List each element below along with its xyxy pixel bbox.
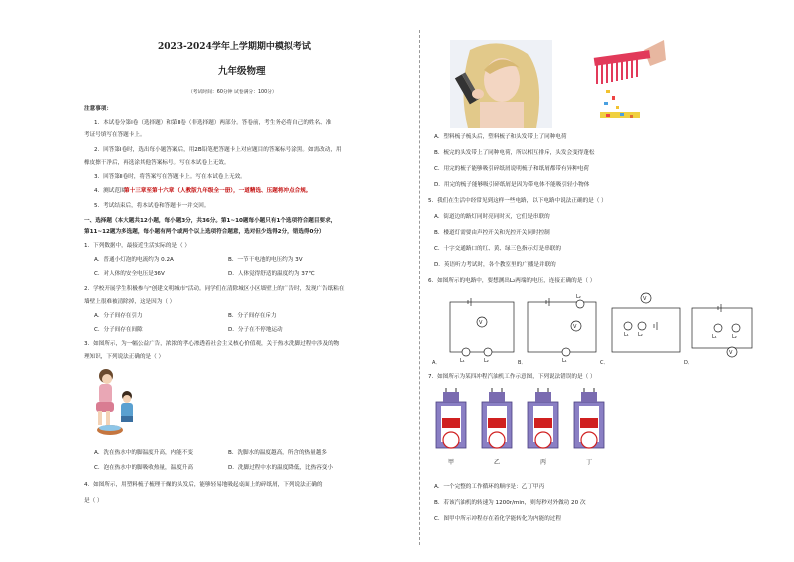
question-3: 3．如图所示，为一幅公益广告，浓浓的孝心渗透着社会主义核心价值观，关于热水洗脚过程中涉及的物 [84,341,340,347]
right-column [428,0,737,562]
option-2a: A．分子间存在引力 [94,313,143,319]
lamp-label: L₁ [624,332,629,338]
lamp-label: L₂ [638,332,643,338]
voltmeter-label: V [729,350,733,356]
lamp-label: L₂ [576,294,581,300]
option-7c: C．图甲中所示冲程存在着化学能转化为内能的过程 [434,516,561,522]
question-6: 6．如图所示的电路中，要想测出L₂两端的电压，连接正确的是（ ） [428,278,596,284]
column-divider [419,30,420,545]
note-line: 考证号填写在答题卡上。 [84,132,146,138]
exam-title: 2023-2024学年上学期期中模拟考试 [158,42,311,52]
option-3a: A．洗在热水中的脚温度升高，内能不变 [94,450,193,456]
circuit-diagrams [428,290,758,368]
question-4: 4．如图所示，用塑料梳子梳理干燥的头发后，能够轻易地吸起桌面上的碎纸屑，下列说法正确的 [84,482,323,488]
question-1: 1．下列数据中，最接近生活实际的是（ ） [84,243,191,249]
note-line: 5．考试结束后，将本试卷和答题卡一并交回。 [94,203,210,209]
note-line: 3．回答第Ⅱ卷时，将答案写在答题卡上。写在本试卷上无效。 [94,174,246,180]
option-1d: D．人体觉得舒适的温度约为 37℃ [228,271,315,277]
option-1a: A．普通小灯泡的电流约为 0.2A [94,257,174,263]
note-line: 1．本试卷分第Ⅰ卷（选择题）和第Ⅱ卷（非选择题）两部分。答卷前，考生务必将自己的姓名、准 [94,120,332,126]
voltmeter-label: V [479,320,483,326]
option-4a: A．塑料梳子梳头后，塑料梳子和头发带上了同种电荷 [434,134,567,140]
option-7b: B．若该汽油机的转速为 1200r/min，则每秒对外做功 20 次 [434,500,586,506]
lamp-label: L₂ [732,334,737,340]
option-3d: D．洗脚过程中水的温度降低，比热容变小 [228,465,333,471]
voltmeter-label: V [573,324,577,330]
option-2b: B．分子间存在斥力 [228,313,277,319]
left-column [80,0,410,562]
lamp-label: L₁ [562,358,567,364]
lamp-label: L₂ [484,358,489,364]
option-5a: A．街道边的路灯同时亮同时灭，它们是串联的 [434,214,550,220]
option-7a: A．一个完整的工作循环的顺序是：乙丁甲丙 [434,484,545,490]
hair-combing-photo [450,40,552,128]
comb-paper-photo [586,40,666,128]
option-1b: B．一节干电池的电压约为 3V [228,257,303,263]
stroke-label: 丙 [540,459,547,466]
circuit-option-label: B． [518,360,527,366]
note-scope: 第十三章至第十六章（人教版九年级全一册），一道精选、压题将冲点合规。 [124,188,312,194]
exam-info: （考试时间：60分钟 试卷满分：100分） [188,90,277,95]
question-2: 2．学校开展学生积极参与"创建文明城市"活动。同学们在清除城区小区墙壁上的广告时，发现广告纸粘在 [84,286,345,292]
option-2c: C．分子间存在间隙 [94,327,143,333]
question-7: 7．如图所示为某四冲程汽油机工作示意图，下列说法错误的是（ ） [428,374,596,380]
notes-heading: 注意事项： [84,106,112,112]
circuit-option-label: C． [600,360,609,366]
note-line: 橡皮擦干净后，再选涂其他答案标号。写在本试卷上无效。 [84,160,230,166]
lamp-label: L₁ [712,334,717,340]
note-line: 2．回答第Ⅰ卷时，选出每小题答案后，用2B铅笔把答题卡上对应题目的答案标号涂黑。如需改动，用 [94,147,342,153]
voltmeter-label: V [643,296,647,302]
question-2-cont: 墙壁上很难被清除掉，这是因为（ ） [84,299,176,305]
lamp-label: L₁ [460,358,465,364]
option-5c: C．十字交通路口的红、黄、绿三色指示灯是串联的 [434,246,561,252]
question-4-cont: 是（ ） [84,498,103,504]
option-5d: D．英语听力考试时，各个教室里的广播是并联的 [434,262,556,268]
option-3c: C．泡在热水中的脚吸收热量，温度升高 [94,465,194,471]
subject-title: 九年级物理 [218,66,266,77]
option-5b: B．楼道灯需要由声控开关和光控开关同时控制 [434,230,550,236]
note-line: 4．测试范围： [94,188,132,194]
option-1c: C．对人体的安全电压是36V [94,271,165,277]
circuit-option-label: A． [432,360,441,366]
option-2d: D．分子在不停地运动 [228,327,283,333]
section1-heading: 一、选择题（本大题共12小题，每小题3分，共36分。第1~10题每小题只有1个选项符合题目要求， [84,218,337,224]
circuit-option-label: D． [684,360,693,366]
stroke-label: 丁 [586,459,593,466]
option-4d: D．用完的梳子能够吸引碎纸屑是因为带电体不能吸引轻小物体 [434,182,590,188]
foot-washing-illustration [92,366,138,441]
option-4b: B．梳完的头发带上了同种电荷，所以相互排斥，头发会变得蓬松 [434,150,595,156]
option-4c: C．用完的梳子能够吸引碎纸屑说明梳子和纸屑都带有异种电荷 [434,166,589,172]
question-5: 5．我们在生活中经常见到这样一些电路，以下电路中说法正确的是（ ） [428,198,607,204]
option-3b: B．洗脚水的温度越高，所含的热量越多 [228,450,327,456]
engine-strokes-diagram [434,388,624,478]
question-3-cont: 理知识，下列说法正确的是（ ） [84,354,165,360]
section1-heading-2: 第11~12题为多选题，每小题有两个或两个以上选项符合题意，选对但少选得2分，错选得0分） [84,229,325,235]
stroke-label: 乙 [494,459,501,466]
stroke-label: 甲 [448,459,455,466]
